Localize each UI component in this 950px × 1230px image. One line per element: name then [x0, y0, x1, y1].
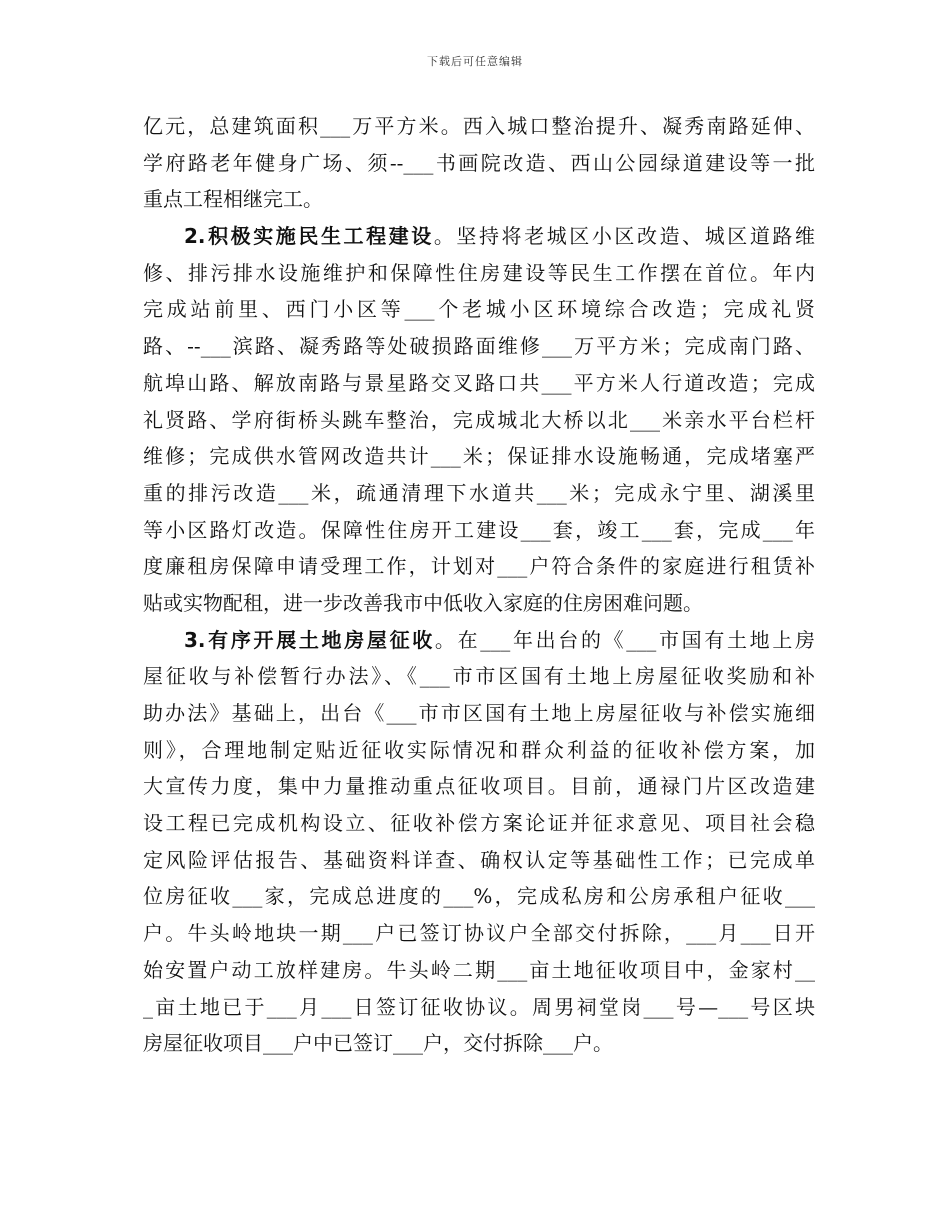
- paragraph-2-line-1-text: 。坚持将老城区小区改造、城区道路维: [433, 224, 816, 249]
- section-heading-2: 2.积极实施民生工程建设: [184, 224, 434, 249]
- section-heading-3: 3.有序开展土地房屋征收: [184, 627, 435, 652]
- paragraph-1-line-2: 学府路老年健身广场、须--___书画院改造、西山公园绿道建设等一批: [143, 150, 815, 175]
- paragraph-3-line-12: 房屋征收项目___户中已签订___户，交付拆除___户。: [143, 1031, 613, 1056]
- paragraph-3-line-3: 助办法》基础上，出台《___市市区国有土地上房屋征收与补偿实施细: [143, 701, 815, 725]
- document-body: [143, 108, 815, 1062]
- paragraph-3-line-5: 大宣传力度，集中力量推动重点征收项目。目前，通禄门片区改造建: [143, 774, 815, 799]
- paragraph-3-line-8: 位房征收___家，完成总进度的___%，完成私房和公房承租户征收___: [143, 884, 815, 909]
- paragraph-3-line-11: _亩土地已于___月___日签订征收协议。周男祠堂岗___号—___号区块: [143, 994, 815, 1019]
- paragraph-2-line-6: 礼贤路、学府街桥头跳车整治，完成城北大桥以北___米亲水平台栏杆: [143, 407, 815, 432]
- paragraph-3-line-1: [143, 622, 815, 659]
- paragraph-3-line-2: 屋征收与补偿暂行办法》、《___市市区国有土地上房屋征收奖励和补: [143, 664, 815, 689]
- paragraph-1-line-3: 重点工程相继完工。: [143, 187, 323, 212]
- paragraph-3-line-10: 始安置户动工放样建房。牛头岭二期___亩土地征收项目中，金家村__: [143, 957, 815, 982]
- paragraph-2-line-11: 贴或实物配租，进一步改善我市中低收入家庭的住房困难问题。: [143, 590, 703, 615]
- paragraph-2-line-7: 维修；完成供水管网改造共计___米；保证排水设施畅通，完成堵塞严: [143, 444, 815, 469]
- paragraph-2-line-9: 等小区路灯改造。保障性住房开工建设___套，竣工___套，完成___年: [143, 517, 815, 542]
- paragraph-3-line-6: 设工程已完成机构设立、征收补偿方案论证并征求意见、项目社会稳: [143, 811, 815, 836]
- paragraph-2-line-8: 重的排污改造___米，疏通清理下水道共___米；完成永宁里、湖溪里: [143, 480, 815, 505]
- paragraph-3-line-7: 定风险评估报告、基础资料详查、确权认定等基础性工作；已完成单: [143, 847, 815, 872]
- paragraph-2-line-1: [143, 218, 815, 255]
- paragraph-3-line-4: 则》，合理地制定贴近征收实际情况和群众利益的征收补偿方案，加: [143, 737, 815, 762]
- paragraph-3-line-9: 户。牛头岭地块一期___户已签订协议户全部交付拆除，___月___日开: [143, 921, 815, 946]
- page-header-note: 下载后可任意编辑: [427, 55, 523, 68]
- paragraph-2-line-2: 修、排污排水设施维护和保障性住房建设等民生工作摆在首位。年内: [143, 260, 815, 285]
- paragraph-3-line-1-text: 。在___年出台的《___市国有土地上房: [434, 627, 816, 652]
- paragraph-2-line-4: 路、--___滨路、凝秀路等处破损路面维修___万平方米；完成南门路、: [143, 334, 815, 359]
- paragraph-2-line-3: 完成站前里、西门小区等___个老城小区环境综合改造；完成礼贤: [143, 297, 815, 322]
- paragraph-1-line-1: 亿元，总建筑面积___万平方米。西入城口整治提升、凝秀南路延伸、: [143, 114, 815, 138]
- paragraph-2-line-10: 度廉租房保障申请受理工作，计划对___户符合条件的家庭进行租赁补: [143, 554, 815, 579]
- paragraph-2-line-5: 航埠山路、解放南路与景星路交叉路口共___平方米人行道改造；完成: [143, 370, 815, 395]
